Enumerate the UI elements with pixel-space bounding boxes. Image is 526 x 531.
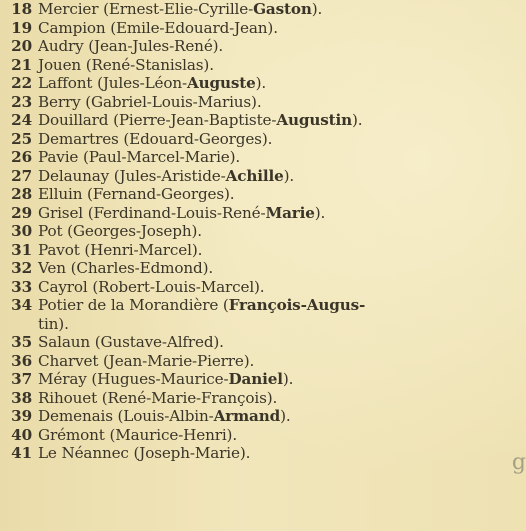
entry-surname: Le Néannec [38, 444, 129, 462]
entry-number: 19 [11, 18, 32, 37]
entry-tail: ). [352, 111, 363, 129]
entry-number: 31 [11, 240, 32, 259]
entry-given-names: (Emile-Edouard-Jean). [110, 18, 278, 37]
entry-number: 22 [11, 74, 32, 92]
list-item [6, 352, 521, 371]
bleed-through-letter: g [511, 450, 526, 475]
entry-surname: Laffont [38, 74, 93, 92]
entry-given-names: (Gustave-Alfred). [94, 333, 224, 351]
entry-given-names: (Jean-Marie-Pierre). [103, 351, 255, 370]
entry-surname: Cayrol [38, 277, 88, 296]
entry-tail: ). [283, 166, 295, 185]
list-item [6, 278, 521, 297]
entry-surname: Pot [38, 222, 63, 240]
list-item [6, 241, 521, 260]
entry-number: 36 [11, 351, 32, 370]
entry-given-names: ( [222, 296, 229, 314]
name-list [6, 0, 521, 463]
entry-surname: Rihouet [38, 388, 98, 407]
list-item [6, 19, 521, 38]
entry-given-names: (Fernand-Georges). [87, 185, 235, 203]
entry-given-names: (Hugues-Maurice- [91, 370, 229, 388]
list-item [6, 444, 521, 463]
entry-given-names: (Gabriel-Louis-Marius). [85, 92, 262, 111]
entry-given-names: (Edouard-Georges). [123, 129, 273, 148]
entry-number: 18 [11, 0, 32, 18]
entry-surname: Pavot [38, 240, 80, 259]
entry-surname: Grisel [38, 203, 83, 222]
entry-given-name-bold: Daniel [228, 370, 283, 388]
entry-number: 32 [11, 259, 32, 277]
entry-surname: Potier de la Morandière [38, 296, 219, 314]
entry-surname: Mercier [38, 0, 99, 18]
list-item [6, 111, 521, 130]
entry-number: 35 [11, 333, 32, 351]
entry-given-names: (Maurice-Henri). [109, 425, 237, 444]
entry-surname: Charvet [38, 351, 99, 370]
entry-given-name-bold: Marie [265, 203, 315, 222]
entry-given-names: (Jean-Jules-René). [88, 37, 224, 55]
entry-number: 21 [11, 55, 32, 74]
entry-given-names: (René-Stanislas). [85, 55, 214, 74]
entry-number: 28 [11, 185, 32, 203]
entry-given-names: (Henri-Marcel). [84, 240, 203, 259]
entry-surname: Berry [38, 92, 81, 111]
entry-surname: Delaunay [38, 166, 110, 185]
entry-given-names: (Georges-Joseph). [67, 222, 202, 240]
entry-given-names: (Pierre-Jean-Baptiste- [113, 111, 277, 129]
list-item [6, 167, 521, 186]
entry-given-names: (Charles-Edmond). [70, 259, 214, 277]
entry-given-names: (Louis-Albin- [117, 407, 214, 425]
list-item [6, 370, 521, 389]
entry-number: 40 [11, 425, 32, 444]
entry-number: 25 [11, 129, 32, 148]
list-item [6, 389, 521, 408]
entry-number: 24 [11, 111, 32, 129]
entry-given-name-bold: Auguste [186, 74, 256, 92]
entry-surname: Campion [38, 18, 106, 37]
entry-given-names: (René-Marie-François). [101, 388, 278, 407]
list-item [6, 222, 521, 241]
entry-given-name-bold: Achille [225, 166, 284, 185]
list-item [6, 259, 521, 278]
list-item [6, 93, 521, 112]
entry-number: 37 [11, 370, 32, 388]
entry-number: 38 [11, 388, 32, 407]
entry-surname: Méray [38, 370, 87, 388]
entry-number: 33 [11, 277, 32, 296]
entry-number: 29 [11, 203, 32, 222]
list-item [6, 204, 521, 223]
entry-given-name-bold: Armand [213, 407, 281, 425]
list-item [6, 0, 521, 19]
entry-tail: ). [280, 407, 291, 425]
entry-given-names: (Robert-Louis-Marcel). [92, 277, 265, 296]
entry-given-names: (Ernest-Elie-Cyrille- [103, 0, 254, 18]
entry-given-names: (Paul-Marcel-Marie). [82, 148, 241, 166]
entry-tail: ). [255, 74, 267, 92]
entry-number: 39 [11, 407, 32, 425]
entry-surname: Elluin [38, 185, 83, 203]
entry-surname: Salaun [38, 333, 91, 351]
list-item [6, 296, 521, 333]
list-item [6, 426, 521, 445]
list-item [6, 407, 521, 426]
entry-number: 41 [11, 444, 32, 462]
entry-number: 20 [11, 37, 32, 55]
list-item [6, 130, 521, 149]
entry-surname: Demartres [38, 129, 119, 148]
entry-tail: ). [282, 370, 294, 388]
entry-surname: Jouen [38, 55, 82, 74]
list-item [6, 37, 521, 56]
entry-given-names: (Joseph-Marie). [133, 444, 251, 462]
entry-surname: Douillard [38, 111, 109, 129]
entry-given-name-bold: Gaston [253, 0, 312, 18]
entry-given-names: (Jules-Léon- [97, 74, 187, 92]
entry-surname: Ven [38, 259, 66, 277]
entry-number: 30 [11, 222, 32, 240]
list-item [6, 185, 521, 204]
entry-tail: tin). [38, 314, 69, 333]
entry-number: 26 [11, 148, 32, 166]
list-item [6, 74, 521, 93]
entry-given-name-bold: François-Augus- [228, 296, 366, 314]
entry-surname: Grémont [38, 425, 105, 444]
entry-number: 27 [11, 166, 32, 185]
entry-given-names: (Ferdinand-Louis-René- [87, 203, 266, 222]
entry-surname: Demenais [38, 407, 113, 425]
entry-given-name-bold: Augustin [276, 111, 353, 129]
list-item [6, 333, 521, 352]
entry-tail: ). [311, 0, 323, 18]
list-item [6, 56, 521, 75]
entry-number: 34 [11, 296, 32, 314]
entry-given-names: (Jules-Aristide- [113, 166, 226, 185]
entry-tail: ). [314, 203, 326, 222]
entry-surname: Pavie [38, 148, 79, 166]
entry-surname: Audry [38, 37, 84, 55]
entry-number: 23 [11, 92, 32, 111]
list-item [6, 148, 521, 167]
